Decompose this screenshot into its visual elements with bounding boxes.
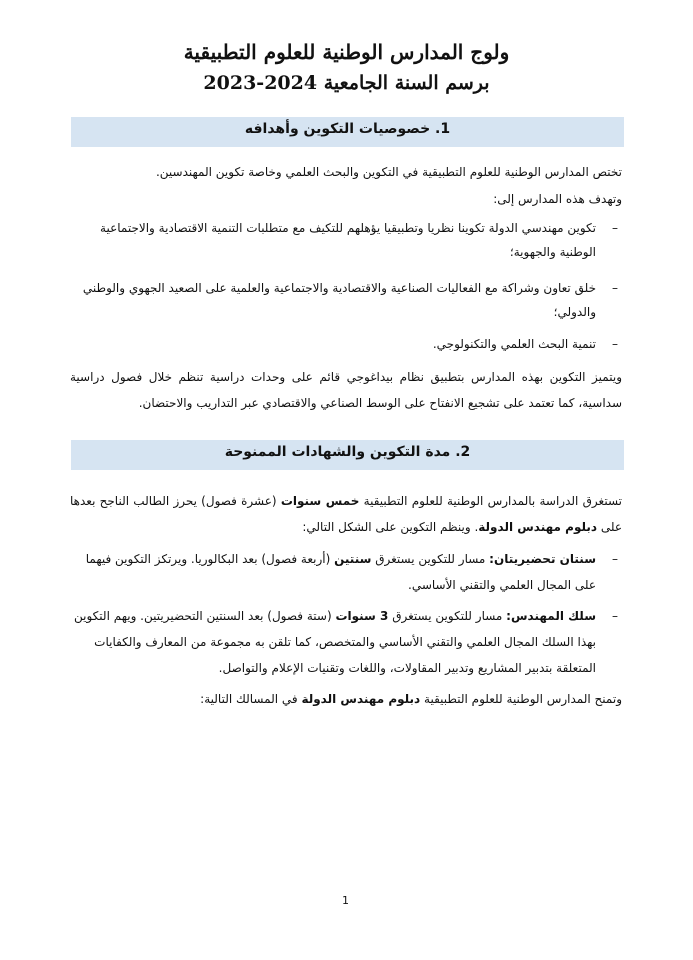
section-1-bullet bbox=[70, 216, 622, 264]
bullet-text: تنمية البحث العلمي والتكنولوجي. bbox=[432, 337, 596, 351]
bullet-dash-icon: – bbox=[612, 281, 618, 295]
bullet-dash-icon: – bbox=[612, 221, 618, 235]
bullet-text: خلق تعاون وشراكة مع الفعاليات الصناعية والاقتصادية والاجتماعية والعلمية على الصعيد الجهوي والوطني والدولي؛ bbox=[82, 281, 596, 319]
section-2-intro bbox=[70, 488, 622, 540]
document-title: ولوج المدارس الوطنية للعلوم التطبيقية bbox=[183, 40, 510, 64]
section-2-bullet bbox=[70, 603, 622, 681]
bold-text: دبلوم مهندس الدولة bbox=[301, 692, 421, 706]
text-run: تستغرق الدراسة بالمدارس الوطنية للعلوم التطبيقية bbox=[359, 494, 623, 508]
section-1-header bbox=[71, 117, 624, 147]
page-number: 1 bbox=[342, 894, 349, 907]
bullet-dash-icon: – bbox=[612, 552, 618, 566]
text-run: . وينظم التكوين على الشكل التالي: bbox=[302, 520, 479, 534]
text-run: (ستة فصول) بعد السنتين التحضيريتين. ويهم التكوين بهذا السلك المجال العلمي والتقني الأساسي والمتخصص، كما تلقن به مجموعة من المعارف والكفايات المتعلقة بتدبير المشاريع وتدبير المقاولات، واللغات وتقنيات الإعلام والتواصل. bbox=[73, 609, 596, 675]
text-run: مسار للتكوين يستغرق bbox=[388, 609, 507, 623]
section-2-closing bbox=[70, 688, 622, 710]
bold-text: دبلوم مهندس الدولة bbox=[478, 520, 598, 534]
bullet-dash-icon: – bbox=[612, 609, 618, 623]
text-run: مسار للتكوين يستغرق bbox=[371, 552, 490, 566]
bullet-text bbox=[70, 603, 596, 681]
section-2-title: 2. مدة التكوين والشهادات الممنوحة bbox=[224, 444, 471, 460]
section-2-bullet bbox=[70, 546, 622, 598]
text-run: وتمنح المدارس الوطنية للعلوم التطبيقية bbox=[420, 692, 622, 706]
section-1-closing: ويتميز التكوين بهذه المدارس بتطبيق نظام بيداغوجي قائم على وحدات دراسية تنظم خلال فصول دراسية سداسية، كما تعتمد على تشجيع الانفتاح على الوسط الصناعي والاقتصادي عبر التداريب والاحتضان. bbox=[70, 370, 622, 410]
bullet-text bbox=[70, 546, 596, 598]
section-2-header bbox=[71, 440, 624, 470]
title-block bbox=[120, 38, 573, 96]
text-run: في المسالك التالية: bbox=[200, 692, 302, 706]
section-1-bullet bbox=[70, 332, 622, 356]
bullet-text: تكوين مهندسي الدولة تكوينا نظريا وتطبيقيا يؤهلهم للتكيف مع متطلبات التنمية الاقتصادية والاجتماعية الوطنية والجهوية؛ bbox=[100, 221, 596, 259]
bold-text: سنتين bbox=[334, 552, 372, 566]
bold-text: سلك المهندس: bbox=[506, 609, 596, 623]
text-run: (عشرة فصول) يحرز الطالب الناجح بعدها على bbox=[70, 494, 622, 534]
section-1-bullet bbox=[70, 276, 622, 324]
section-1-title: 1. خصوصيات التكوين وأهدافه bbox=[244, 121, 451, 137]
section-1-intro: تختص المدارس الوطنية للعلوم التطبيقية في التكوين والبحث العلمي وخاصة تكوين المهندسين. bbox=[155, 165, 622, 179]
document-subtitle: برسم السنة الجامعية 2024-2023 bbox=[203, 72, 490, 94]
bold-text: 3 سنوات bbox=[335, 609, 389, 623]
bold-text: سنتان تحضيريتان: bbox=[489, 552, 596, 566]
bullet-dash-icon: – bbox=[612, 337, 618, 351]
section-1-goals-intro: وتهدف هذه المدارس إلى: bbox=[493, 192, 622, 206]
bold-text: خمس سنوات bbox=[280, 494, 360, 508]
text-run: (أربعة فصول) بعد البكالوريا. ويرتكز التكوين فيهما على المجال العلمي والتقني الأساسي. bbox=[85, 552, 596, 592]
